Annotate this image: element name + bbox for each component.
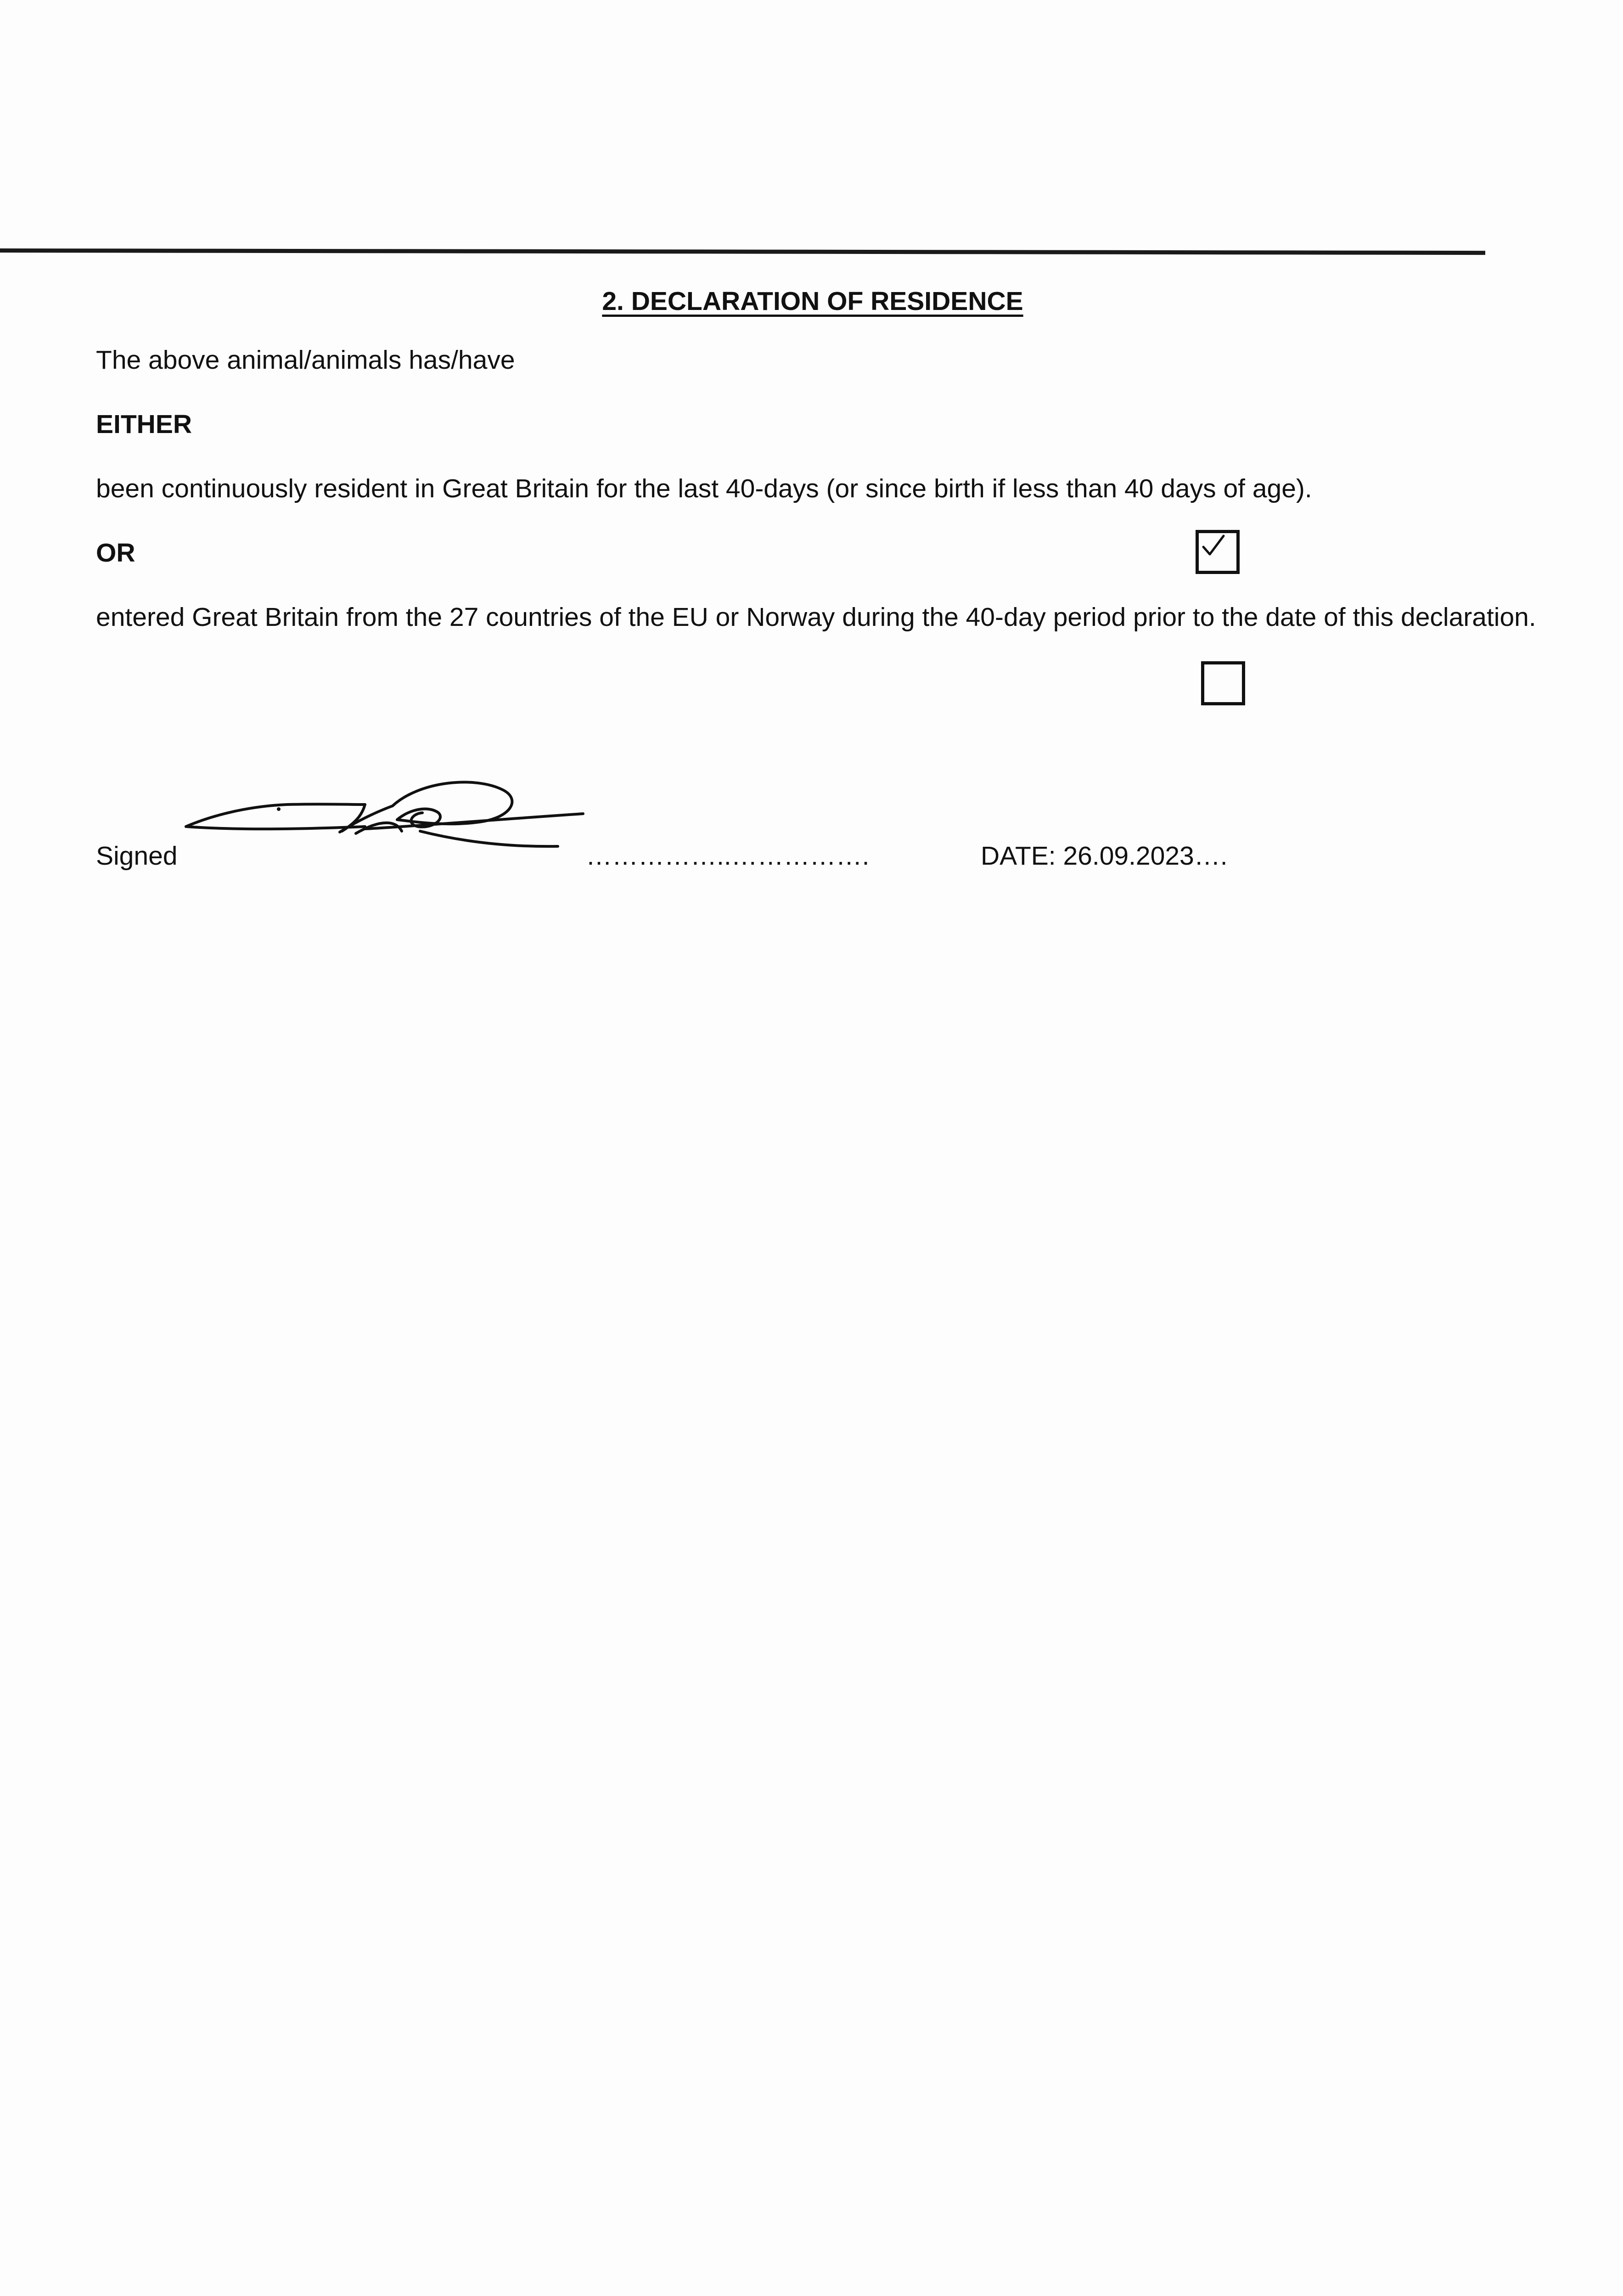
checkbox-option-1[interactable]: [1196, 530, 1240, 574]
checkmark-icon: [1200, 533, 1227, 561]
checkbox-option-2[interactable]: [1201, 661, 1245, 705]
option-2-text: entered Great Britain from the 27 countries of the EU or Norway during the 40-day period prior to the date of this declaration.: [96, 602, 1536, 632]
section-heading: 2. DECLARATION OF RESIDENCE: [602, 287, 1023, 316]
option-1-text: been continuously resident in Great Britain for the last 40-days (or since birth if less than 40 days of age).: [96, 474, 1312, 503]
either-label: EITHER: [96, 410, 192, 439]
signature-icon: [181, 762, 585, 854]
top-divider-line: [0, 248, 1485, 255]
signature-dots: ……………..…………….: [586, 841, 870, 871]
signed-label: Signed: [96, 841, 178, 871]
date-field: DATE: 26.09.2023….: [981, 841, 1228, 871]
or-label: OR: [96, 538, 135, 568]
intro-text: The above animal/animals has/have: [96, 345, 515, 375]
